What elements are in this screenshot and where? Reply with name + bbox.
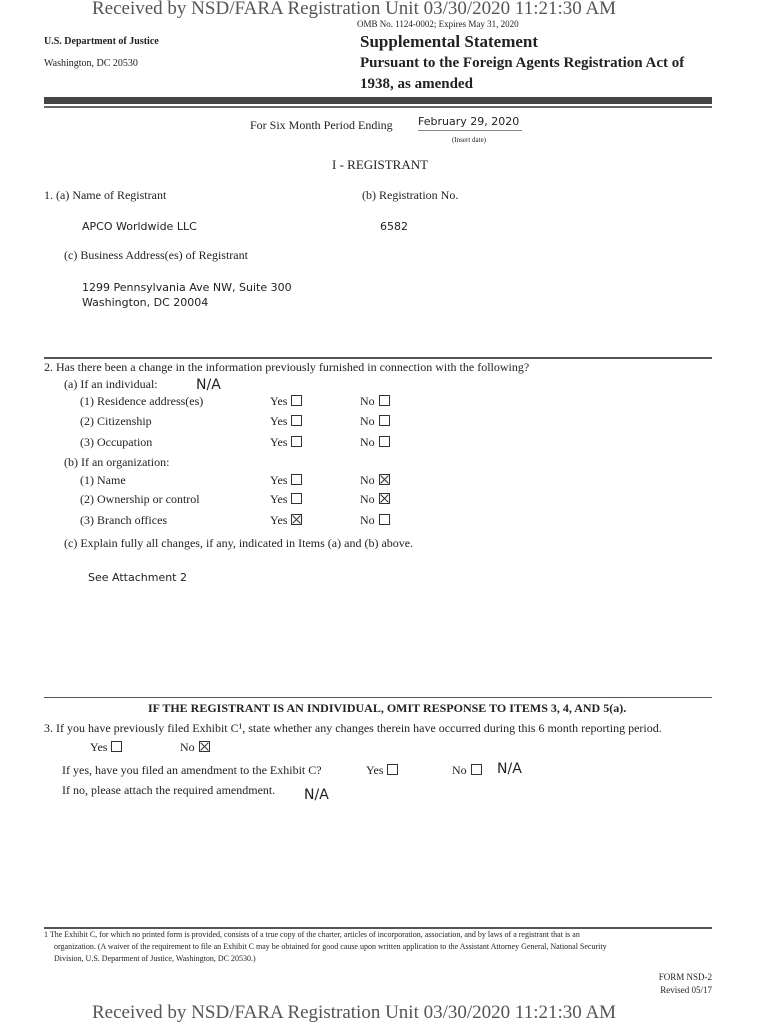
received-stamp-bottom: Received by NSD/FARA Registration Unit 03/30/2020 11:21:30 AM [92, 1002, 617, 1023]
q3-label: 3. If you have previously filed Exhibit C¹, state whether any changes therein have occurred during this 6 month reporting period. [44, 721, 662, 735]
change-item-yes[interactable] [270, 493, 302, 507]
omit-note: IF THE REGISTRANT IS AN INDIVIDUAL, OMIT RESPONSE TO ITEMS 3, 4, AND 5(a). [148, 701, 627, 715]
q2-label: 2. Has there been a change in the information previously furnished in connection with the following? [44, 360, 530, 374]
address-line-2: Washington, DC 20004 [82, 296, 209, 309]
change-item-label: (3) Occupation [80, 435, 153, 449]
header-rule-thin [44, 106, 712, 108]
period-label: For Six Month Period Ending [250, 118, 393, 132]
q2c-label: (c) Explain fully all changes, if any, indicated in Items (a) and (b) above. [64, 536, 414, 550]
registrant-name: APCO Worldwide LLC [82, 220, 197, 233]
q2b-label: (b) If an organization: [64, 455, 170, 469]
revision-date: Revised 05/17 [660, 985, 712, 995]
footnote-line-2: organization. (A waiver of the requirement to file an Exhibit C may be obtained for good cause upon written application to the Assistant Attorney General, National Security [54, 942, 607, 951]
checkbox[interactable] [471, 764, 482, 775]
yes-label: Yes [270, 492, 288, 506]
period-field[interactable]: February 29, 2020 [418, 116, 522, 131]
address-line-1: 1299 Pennsylvania Ave NW, Suite 300 [82, 281, 292, 294]
q1b-label: (b) Registration No. [362, 188, 459, 202]
divider [44, 357, 712, 359]
no-label: No [360, 513, 375, 527]
no-label: No [180, 740, 195, 754]
q3-attach-answer: N/A [304, 787, 329, 803]
form-subtitle-2: 1938, as amended [360, 76, 473, 92]
checkbox[interactable] [111, 741, 122, 752]
change-item-no[interactable] [360, 474, 390, 488]
change-item-no[interactable] [360, 514, 390, 528]
yes-label: Yes [366, 763, 384, 777]
no-label: No [360, 473, 375, 487]
change-item-yes[interactable] [270, 395, 302, 409]
change-item-no[interactable] [360, 415, 390, 429]
change-item-label: (2) Citizenship [80, 414, 152, 428]
checkbox[interactable] [387, 764, 398, 775]
yes-label: Yes [270, 435, 288, 449]
form-subtitle-1: Pursuant to the Foreign Agents Registration Act of [360, 55, 685, 71]
q3-yes[interactable] [90, 741, 122, 755]
footnote-line-1: 1 The Exhibit C, for which no printed form is provided, consists of a true copy of the charter, articles of incorporation, association, and by laws of a registrant that is an [44, 930, 580, 939]
footnote-line-3: Division, U.S. Department of Justice, Washington, DC 20530.) [54, 954, 256, 963]
checkbox[interactable] [291, 493, 302, 504]
change-item-label: (2) Ownership or control [80, 492, 200, 506]
change-item-no[interactable] [360, 436, 390, 450]
registration-number: 6582 [380, 220, 408, 233]
checkbox[interactable] [379, 514, 390, 525]
q3-attach-label: If no, please attach the required amendment. [62, 783, 276, 797]
q2a-answer: N/A [196, 377, 221, 393]
yes-label: Yes [270, 513, 288, 527]
q3-amend-yes[interactable] [366, 764, 398, 778]
change-item-label: (1) Residence address(es) [80, 394, 204, 408]
form-number: FORM NSD-2 [658, 972, 712, 982]
agency-address: Washington, DC 20530 [44, 58, 138, 69]
q3-amend-answer: N/A [497, 761, 522, 777]
change-item-yes[interactable] [270, 514, 302, 528]
q1c-label: (c) Business Address(es) of Registrant [64, 248, 248, 262]
no-label: No [360, 394, 375, 408]
q3-no[interactable] [180, 741, 210, 755]
change-item-no[interactable] [360, 493, 390, 507]
q3-amend-no[interactable] [452, 764, 482, 778]
checkbox[interactable] [291, 474, 302, 485]
change-item-yes[interactable] [270, 436, 302, 450]
no-label: No [360, 414, 375, 428]
checkbox[interactable] [379, 436, 390, 447]
divider [44, 697, 712, 698]
no-label: No [360, 435, 375, 449]
change-item-label: (1) Name [80, 473, 126, 487]
checkbox[interactable] [379, 415, 390, 426]
yes-label: Yes [270, 473, 288, 487]
checkbox[interactable] [291, 514, 302, 525]
q1a-label: 1. (a) Name of Registrant [44, 188, 167, 202]
yes-label: Yes [270, 414, 288, 428]
q2a-label: (a) If an individual: [64, 377, 158, 391]
change-item-no[interactable] [360, 395, 390, 409]
checkbox[interactable] [291, 436, 302, 447]
received-stamp-top: Received by NSD/FARA Registration Unit 03/30/2020 11:21:30 AM [92, 0, 617, 19]
period-hint: (Insert date) [452, 136, 487, 144]
form-title: Supplemental Statement [360, 32, 539, 51]
yes-label: Yes [270, 394, 288, 408]
checkbox[interactable] [291, 395, 302, 406]
omb-number: OMB No. 1124-0002; Expires May 31, 2020 [357, 19, 519, 29]
yes-label: Yes [90, 740, 108, 754]
change-item-yes[interactable] [270, 415, 302, 429]
change-item-label: (3) Branch offices [80, 513, 168, 527]
no-label: No [452, 763, 467, 777]
checkbox[interactable] [379, 493, 390, 504]
q2c-answer: See Attachment 2 [88, 571, 187, 584]
change-item-yes[interactable] [270, 474, 302, 488]
checkbox[interactable] [291, 415, 302, 426]
no-label: No [360, 492, 375, 506]
checkbox[interactable] [199, 741, 210, 752]
section-heading-registrant: I - REGISTRANT [332, 157, 429, 172]
agency-name: U.S. Department of Justice [44, 36, 159, 47]
checkbox[interactable] [379, 474, 390, 485]
q3-amend-label: If yes, have you filed an amendment to the Exhibit C? [62, 763, 322, 777]
checkbox[interactable] [379, 395, 390, 406]
header-rule [44, 97, 712, 104]
